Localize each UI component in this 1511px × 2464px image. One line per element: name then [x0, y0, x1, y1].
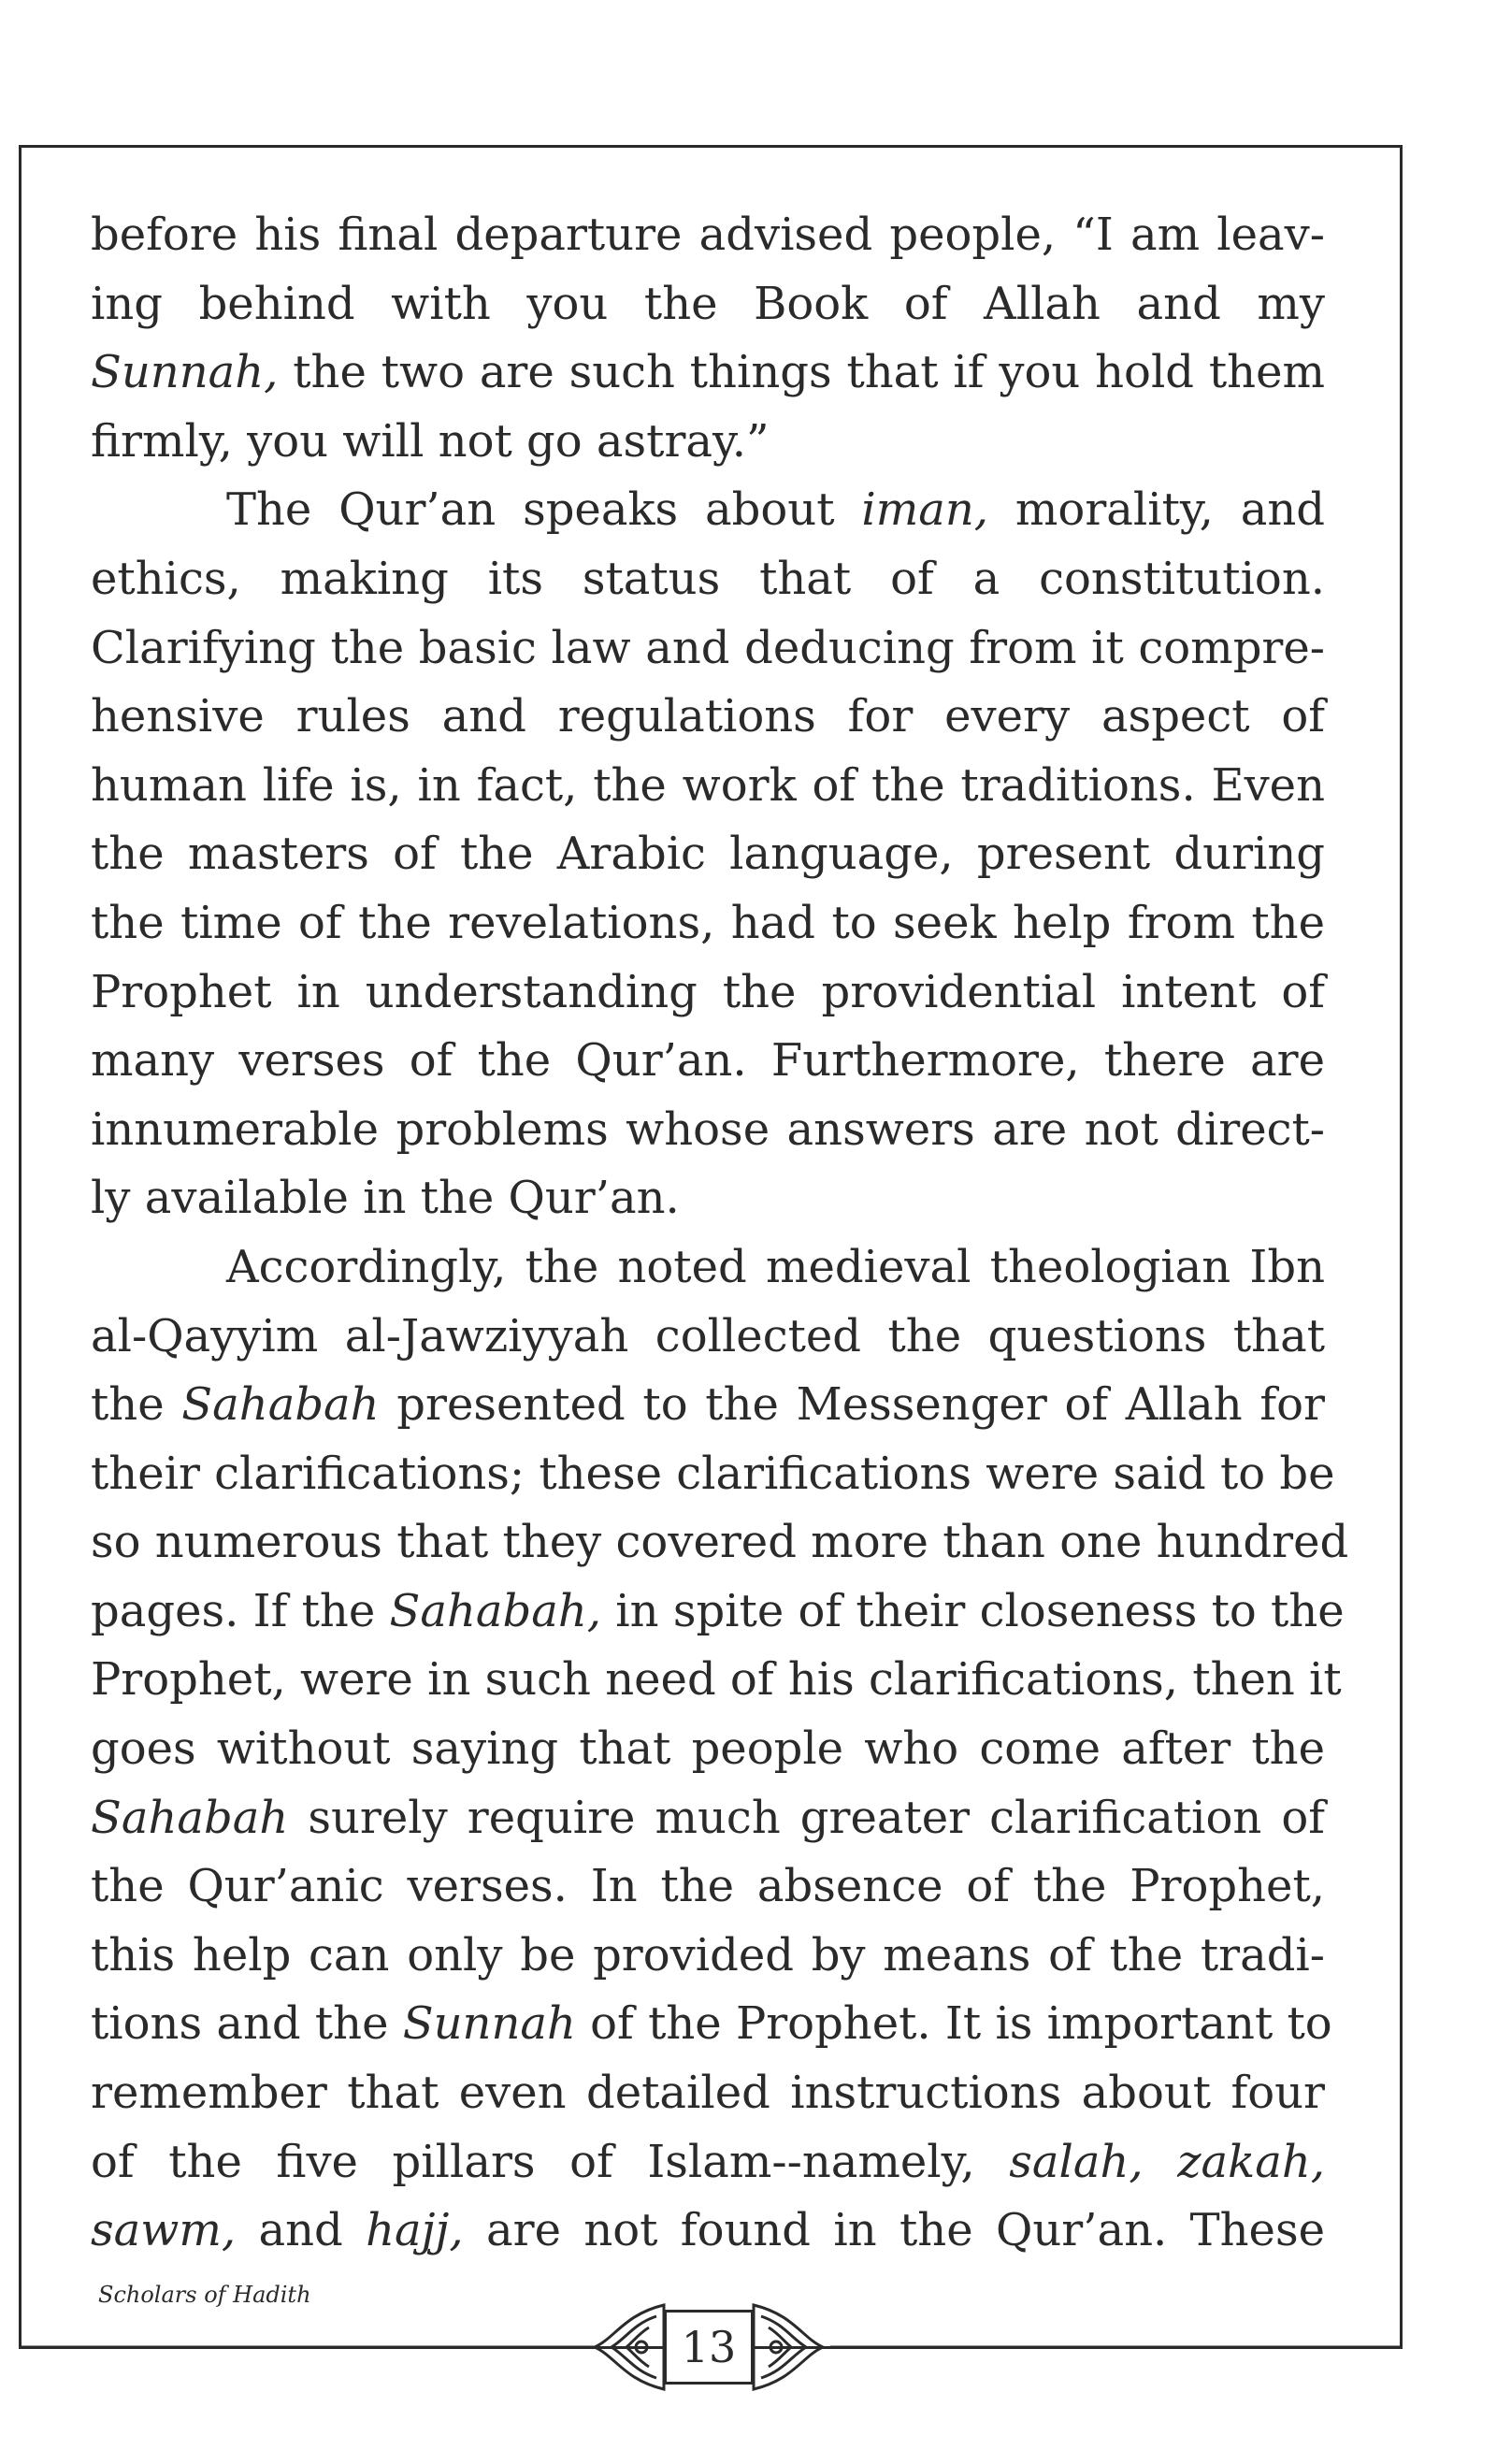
- text-segment: presented to the Messenger of Allah for: [379, 1378, 1325, 1432]
- text-line: [91, 1027, 1325, 1096]
- text-segment: goes without saying that people who come after the: [91, 1722, 1325, 1776]
- text-segment: Accordingly, the noted medieval theologian Ibn: [226, 1240, 1325, 1293]
- text-line: [91, 2059, 1325, 2128]
- text-segment: al-Qayyim al-Jawziyyah collected the questions that: [91, 1309, 1325, 1362]
- italic-term: hajj,: [366, 2204, 464, 2257]
- text-segment: the time of the revelations, had to seek help from the: [91, 896, 1325, 949]
- text-segment: firmly, you will not go astray.”: [91, 414, 770, 468]
- page-number: 13: [664, 2310, 754, 2385]
- text-segment: ethics, making its status that of a constitution.: [91, 552, 1325, 605]
- text-line: [91, 1508, 1349, 1578]
- text-line: [91, 201, 1325, 270]
- text-segment: morality, and: [988, 483, 1325, 537]
- text-segment: their clarifications; these clarifications were said to be: [91, 1447, 1335, 1500]
- text-line: [91, 889, 1325, 958]
- text-line: [91, 1096, 1325, 1165]
- text-line: [91, 1578, 1345, 1647]
- text-line: [91, 270, 1325, 339]
- text-line: [91, 1990, 1332, 2059]
- text-line: [91, 1164, 1325, 1233]
- text-line: [91, 545, 1325, 614]
- text-line: [91, 958, 1325, 1028]
- italic-term: Sahabah: [181, 1378, 380, 1432]
- text-line: [91, 1303, 1325, 1372]
- text-segment: and: [236, 2204, 367, 2257]
- italic-term: iman,: [861, 483, 989, 537]
- italic-term: sawm,: [91, 2204, 237, 2257]
- italic-term: salah, zakah,: [1009, 2135, 1325, 2188]
- text-segment: in spite of their closeness to the: [601, 1584, 1345, 1637]
- text-line: [91, 408, 1325, 477]
- italic-term: Sunnah: [402, 1997, 576, 2051]
- text-segment: before his final departure advised people, “I am leav-: [91, 209, 1325, 261]
- text-segment: Prophet, were in such need of his clarifications, then it: [91, 1653, 1342, 1707]
- text-segment: ly available in the Qur’an.: [91, 1172, 680, 1225]
- text-segment: the masters of the Arabic language, present during: [91, 828, 1325, 881]
- text-segment: innumerable problems whose answers are not direct-: [91, 1102, 1325, 1156]
- text-segment: Clarifying the basic law and deducing from it compre-: [91, 621, 1325, 674]
- text-line: [91, 820, 1325, 889]
- text-line: [91, 752, 1325, 821]
- text-line: [91, 2197, 1325, 2266]
- text-segment: surely require much greater clarification of: [288, 1791, 1325, 1844]
- text-segment: hensive rules and regulations for every aspect of: [91, 690, 1325, 743]
- text-line: [91, 476, 1325, 545]
- text-segment: many verses of the Qur’an. Furthermore, there are: [91, 1034, 1325, 1088]
- text-segment: Prophet in understanding the providential intent of: [91, 965, 1325, 1018]
- text-segment: pages. If the: [91, 1584, 390, 1637]
- text-segment: so numerous that they covered more than one hundred: [91, 1516, 1349, 1569]
- text-line: [91, 1922, 1325, 1991]
- text-line: [91, 2128, 1325, 2197]
- text-line: [91, 683, 1325, 752]
- body-text: [91, 201, 1349, 2266]
- text-line: [91, 1233, 1325, 1303]
- italic-term: Sunnah,: [91, 346, 279, 399]
- running-footer-title: Scholars of Hadith: [98, 2282, 311, 2308]
- text-segment: remember that even detailed instructions about four: [91, 2067, 1325, 2120]
- text-segment: ing behind with you the Book of Allah and my: [91, 277, 1325, 330]
- text-segment: the Qur’anic verses. In the absence of the Prophet,: [91, 1860, 1325, 1913]
- text-segment: are not found in the Qur’an. These: [463, 2204, 1325, 2257]
- text-segment: the two are such things that if you hold them: [278, 346, 1325, 399]
- text-segment: of the Prophet. It is important to: [575, 1997, 1332, 2051]
- text-segment: the: [91, 1378, 182, 1432]
- text-line: [91, 1371, 1325, 1440]
- text-segment: The Qur’an speaks about: [226, 483, 862, 537]
- italic-term: Sahabah: [91, 1791, 289, 1844]
- text-line: [91, 1784, 1325, 1853]
- text-segment: this help can only be provided by means of the tradi-: [91, 1928, 1325, 1981]
- text-line: [91, 339, 1325, 408]
- italic-term: Sahabah,: [389, 1584, 602, 1637]
- text-line: [91, 1715, 1325, 1784]
- text-line: [91, 1646, 1342, 1715]
- text-line: [91, 1440, 1335, 1509]
- footer-rule: [19, 2344, 1403, 2350]
- text-line: [91, 1852, 1325, 1922]
- text-segment: tions and the: [91, 1997, 403, 2051]
- text-segment: of the five pillars of Islam--namely,: [91, 2135, 1010, 2188]
- text-segment: human life is, in fact, the work of the traditions. Even: [91, 758, 1325, 812]
- text-line: [91, 614, 1325, 684]
